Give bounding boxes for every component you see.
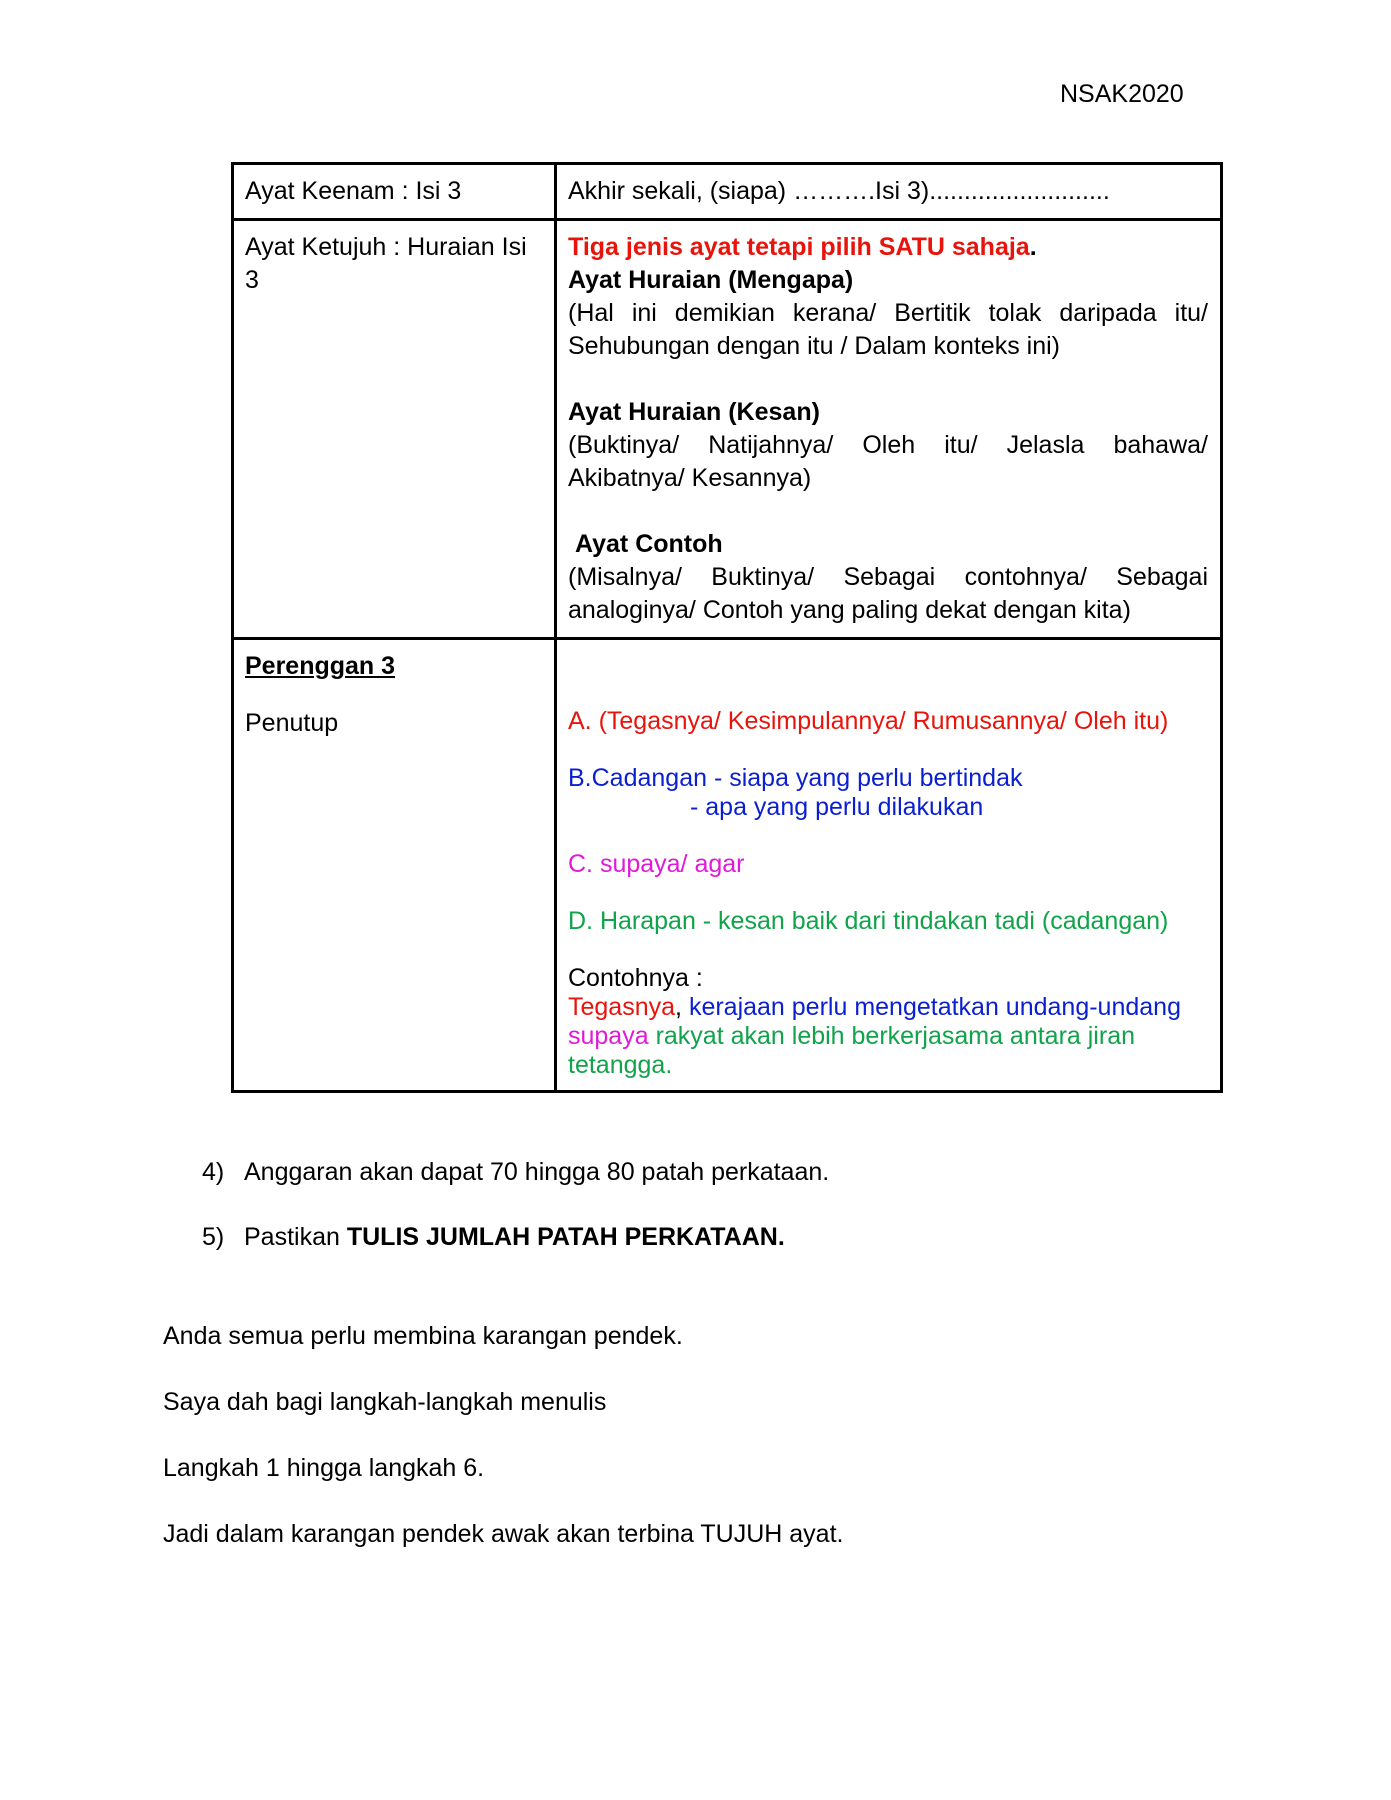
instruction-text: Tiga jenis ayat tetapi pilih SATU sahaja bbox=[568, 233, 1030, 261]
row-content-ayat-keenam: Akhir sekali, (siapa) ……….Isi 3).......................... bbox=[556, 164, 1222, 220]
list-item-bold-text: TULIS JUMLAH PATAH PERKATAAN. bbox=[346, 1223, 785, 1251]
note-line: Anda semua perlu membina karangan pendek. bbox=[163, 1322, 683, 1350]
list-item bbox=[202, 1223, 785, 1252]
row-content-ayat-ketujuh bbox=[556, 220, 1222, 639]
item-b-line2: - apa yang perlu dilakukan bbox=[690, 793, 984, 821]
table-row bbox=[233, 164, 1222, 220]
table-row bbox=[233, 639, 1222, 1092]
table-row bbox=[233, 220, 1222, 639]
paragraph-title: Perenggan 3 bbox=[245, 652, 396, 680]
example-part-harapan: rakyat akan lebih berkerjasama antara jiran tetangga. bbox=[568, 1022, 1135, 1079]
section-heading-contoh: Ayat Contoh bbox=[575, 530, 723, 558]
list-item-text: Pastikan bbox=[244, 1223, 340, 1251]
example-part-supaya: supaya bbox=[568, 1022, 649, 1050]
item-b-line1: B.Cadangan - siapa yang perlu bertindak bbox=[568, 764, 1023, 792]
list-item-number: 5) bbox=[202, 1223, 225, 1251]
example-label: Contohnya : bbox=[568, 964, 703, 992]
essay-guide-table bbox=[231, 162, 1223, 1093]
instruction-line bbox=[568, 231, 1208, 264]
section-body-mengapa: (Hal ini demikian kerana/ Bertitik tolak daripada itu/ Sehubungan dengan itu / Dalam konteks ini) bbox=[568, 299, 1208, 360]
list-item-number: 4) bbox=[202, 1158, 225, 1186]
paragraph-label: Penutup bbox=[245, 709, 339, 737]
section-heading-kesan: Ayat Huraian (Kesan) bbox=[568, 398, 820, 426]
row-label-ayat-ketujuh: Ayat Ketujuh : Huraian Isi 3 bbox=[233, 220, 556, 639]
row-content-perenggan-3 bbox=[556, 639, 1222, 1092]
example-part-tegasnya: Tegasnya bbox=[568, 993, 676, 1021]
example-comma: , bbox=[675, 993, 682, 1021]
row-label-perenggan-3 bbox=[233, 639, 556, 1092]
note-line: Langkah 1 hingga langkah 6. bbox=[163, 1454, 485, 1482]
section-body-kesan: (Buktinya/ Natijahnya/ Oleh itu/ Jelasla bahawa/ Akibatnya/ Kesannya) bbox=[568, 431, 1208, 492]
list-item bbox=[202, 1158, 829, 1187]
row-label-ayat-keenam: Ayat Keenam : Isi 3 bbox=[233, 164, 556, 220]
document-code: NSAK2020 bbox=[1060, 80, 1184, 108]
item-a: A. (Tegasnya/ Kesimpulannya/ Rumusannya/ Oleh itu) bbox=[568, 707, 1169, 735]
item-c: C. supaya/ agar bbox=[568, 850, 745, 878]
example-sentence bbox=[568, 993, 1208, 1080]
note-line: Jadi dalam karangan pendek awak akan terbina TUJUH ayat. bbox=[163, 1520, 844, 1548]
instruction-period: . bbox=[1029, 233, 1037, 261]
example-part-cadangan: kerajaan perlu mengetatkan undang-undang bbox=[688, 993, 1181, 1021]
section-heading-mengapa: Ayat Huraian (Mengapa) bbox=[568, 266, 854, 294]
list-item-text: Anggaran akan dapat 70 hingga 80 patah perkataan. bbox=[244, 1158, 830, 1186]
section-body-contoh: (Misalnya/ Buktinya/ Sebagai contohnya/ Sebagai analoginya/ Contoh yang paling dekat dengan kita) bbox=[568, 563, 1208, 624]
note-line: Saya dah bagi langkah-langkah menulis bbox=[163, 1388, 607, 1416]
item-d: D. Harapan - kesan baik dari tindakan tadi (cadangan) bbox=[568, 907, 1169, 935]
